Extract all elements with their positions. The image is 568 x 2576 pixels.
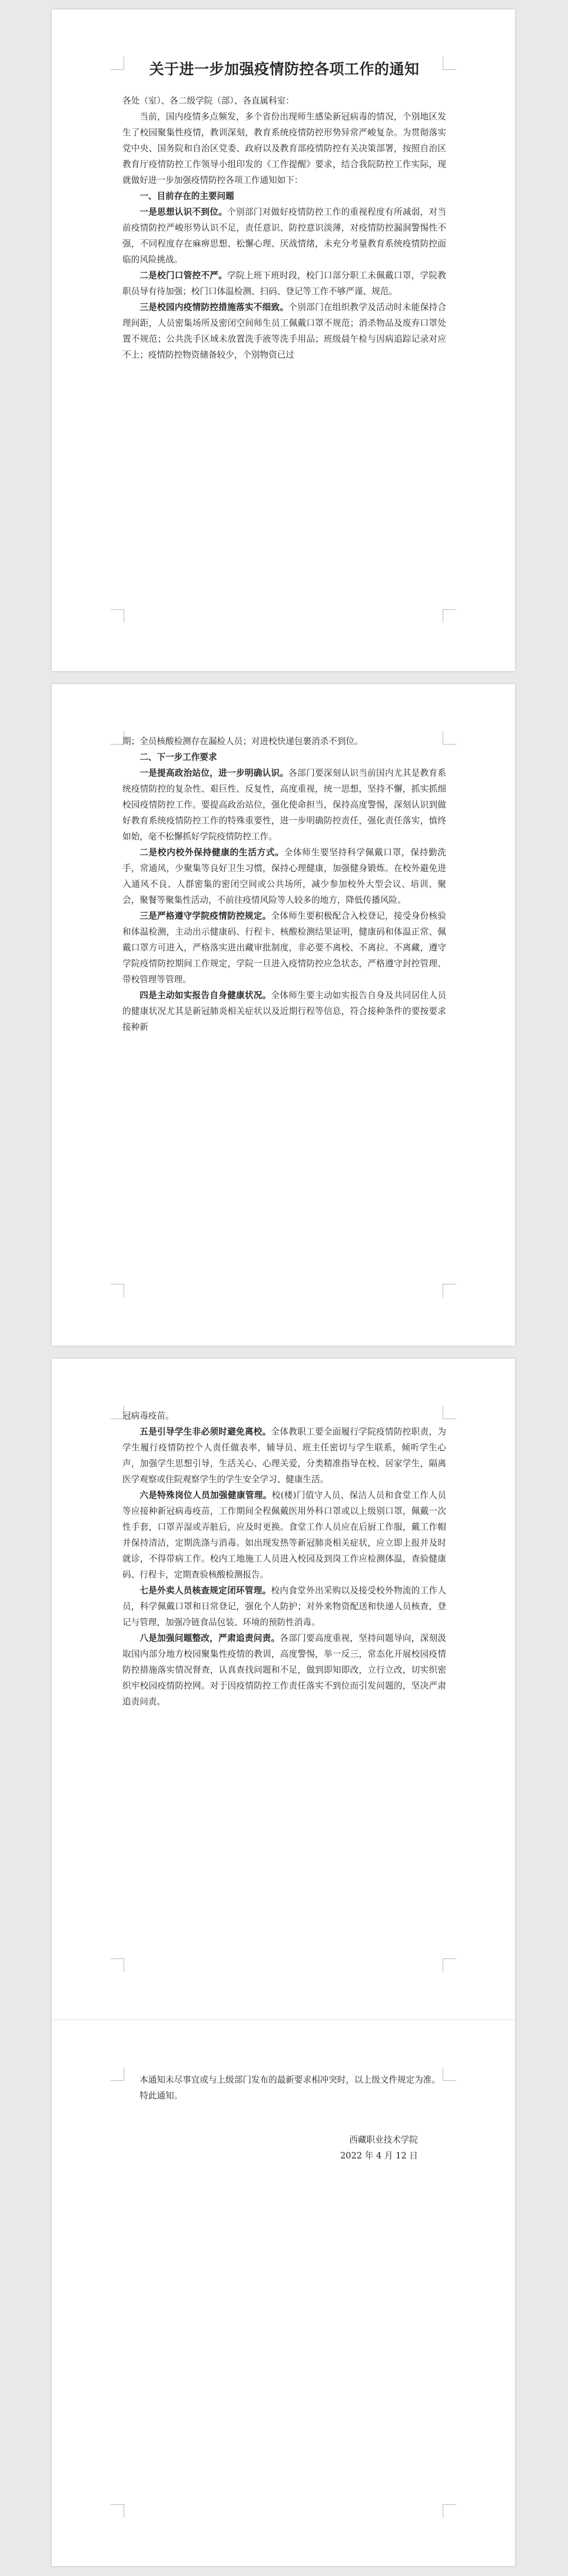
page-content bbox=[122, 1408, 446, 1710]
paragraph-lead: 八是加强问题整改，严肃追责问责。 bbox=[139, 1633, 280, 1643]
section-heading: 二、下一步工作要求 bbox=[139, 752, 217, 762]
document-page-3 bbox=[52, 1359, 515, 2020]
document-page-2 bbox=[52, 684, 515, 1346]
crop-mark bbox=[443, 1284, 456, 1297]
paragraph-text: 校(楼)门值守人员、保洁人员和食堂工作人员等应接种新冠病毒疫苗，工作期间全程佩戴医用外科口罩或以上级别口罩，佩戴一次性手套，口罩弄湿或弄脏后，应及时更换。食堂工作人员应在后厨工作服，戴工作帽并保持清洁，定期洗涤与消毒。如出现发热等新冠肺炎相关症状，应立即上报并及时就诊，不得带病工作。校内工地施工人员进入校园及到岗工作应检测体温，查验健康码、行程卡，定期查验核酸检测报告。 bbox=[122, 1490, 446, 1580]
crop-mark bbox=[111, 609, 124, 623]
paragraph-text: 全体师生要主动如实报告自身及共同居住人员的健康状况尤其是新冠肺炎相关症状以及近期行程等信息，符合接种条件的要按要求接种新 bbox=[122, 990, 446, 1032]
paragraph bbox=[122, 908, 446, 987]
paragraph-lead: 一是提高政治站位，进一步明确认识。 bbox=[139, 768, 289, 778]
page-content bbox=[122, 2072, 446, 2164]
paragraph-lead: 五是引导学生非必须时避免离校。 bbox=[139, 1427, 271, 1437]
intro-paragraph: 当前，国内疫情多点频发，多个省份出现师生感染新冠病毒的情况，个别地区发生了校园聚集性疫情，教训深刻，教育系统疫情防控形势异常严峻复杂。为贯彻落实党中央、国务院和自治区党委、政府以及教育部疫情防控有关决策部署，按照自治区教育厅疫情防控工作领导小组印发的《工作提醒》要求，结合我院防控工作实际，现就做好进一步加强疫情防控各项工作通知如下： bbox=[122, 112, 446, 185]
paragraph-continued: 冠病毒疫苗。 bbox=[122, 1411, 174, 1421]
paragraph-lead: 二是校内校外保持健康的生活方式。 bbox=[139, 847, 284, 857]
page-content bbox=[122, 59, 446, 363]
paragraph bbox=[122, 1630, 446, 1710]
paragraph-text: 个别部门对做好疫情防控工作的重视程度有所减弱，对当前疫情防控严峻形势认识不足，责任意识、防控意识淡薄，对疫情防控漏洞警惕性不强，不同程度存在麻痹思想、松懈心理、厌战情绪，未充分考量教育系统疫情防控面临的风险挑战。 bbox=[122, 207, 446, 265]
crop-mark bbox=[443, 609, 456, 623]
paragraph-lead: 四是主动如实报告自身健康状况。 bbox=[139, 990, 271, 1000]
crop-mark bbox=[443, 2504, 456, 2518]
paragraph-lead: 七是外卖人员核查规定闭环管理。 bbox=[139, 1586, 271, 1596]
paragraph bbox=[122, 1583, 446, 1630]
paragraph-text: 校内食堂外出采购以及接受校外物流的工作人员，科学佩戴口罩和日常登记，强化个人防护；对外来物资配送和快递人员核查，登记与管理，加强冷链食品包装、环境的预防性消毒。 bbox=[122, 1586, 446, 1627]
paragraph-lead: 三是校园内疫情防控措施落实不细致。 bbox=[139, 302, 289, 312]
paragraph bbox=[122, 299, 446, 363]
paragraph-text: 各部门要高度重视，坚持问题导向，深刻汲取国内部分地方校园聚集性疫情的教训，高度警惕，举一反三，常态化开展校园疫情防控措施落实情况督查，认真查找问题和不足，做到即知即改，立行立改，切实织密织牢校园疫情防控网。对于因疫情防控工作责任落实不到位而引发问题的，坚决严肃追责问责。 bbox=[122, 1633, 446, 1707]
crop-mark bbox=[443, 1958, 456, 1972]
paragraph-lead: 六是特殊岗位人员加强健康管理。 bbox=[139, 1490, 272, 1500]
paragraph-text: 各部门要深刻认识当前国内尤其是教育系统疫情防控的复杂性、艰巨性、反复性，高度重视，统一思想，坚持不懈，抓实抓细校园疫情防控工作。要提高政治站位，强化使命担当，保持高度警惕，深刻认识到做好教育系统疫情防控工作的特殊重要性，进一步明确防控责任，强化责任落实，慎终如始，毫不松懈抓好学院疫情防控工作。 bbox=[122, 768, 446, 842]
closing-remark: 特此通知。 bbox=[139, 2091, 183, 2101]
paragraph-text: 全体师生要积极配合入校登记，接受身份核验和体温检测，主动出示健康码、行程卡、核酸检测结果证明，健康码和体温正常、佩戴口罩方可进入，严格落实进出藏审批制度，非必要不离校、不离拉、不离藏，遵守学院疫情防控期间工作规定，学院一旦进入疫情防控应急状态，严格遵守封控管理、带校管理等管理。 bbox=[122, 911, 446, 985]
document-page-4 bbox=[52, 2020, 515, 2566]
signature-date: 2022 年 4 月 12 日 bbox=[340, 2151, 418, 2161]
document-page-1 bbox=[52, 9, 515, 671]
paragraph bbox=[122, 1424, 446, 1487]
crop-mark bbox=[111, 2504, 124, 2518]
paragraph-text: 学院上班下班时段，校门口部分职工未佩戴口罩，学院教职员导有待加强；校门口体温检测、扫码、登记等工作不够严谨、规范。 bbox=[122, 271, 446, 296]
paragraph-lead: 一是思想认识不到位。 bbox=[139, 207, 228, 217]
paragraph-lead: 三是严格遵守学院疫情防控规定。 bbox=[139, 911, 271, 921]
paragraph-text: 个别部门在组织教学及活动时未能保持合理间距，人员密集场所及密闭空间师生员工佩戴口罩不规范；消杀物品及废弃口罩处置不规范；公共洗手区域未放置洗手液等洗手用品；班级晨午检与因病追踪记录对应不上；疫情防控物资储备较少，个别物资已过 bbox=[122, 302, 446, 360]
closing-paragraph: 本通知未尽事宜或与上级部门发布的最新要求相冲突时，以上级文件规定为准。 bbox=[139, 2075, 440, 2085]
paragraph bbox=[122, 987, 446, 1035]
crop-mark bbox=[111, 1958, 124, 1972]
document-title: 关于进一步加强疫情防控各项工作的通知 bbox=[149, 61, 420, 78]
paragraph bbox=[122, 1487, 446, 1583]
section-heading: 一、目前存在的主要问题 bbox=[139, 191, 234, 201]
page-content bbox=[122, 733, 446, 1035]
paragraph-lead: 二是校门口管控不严。 bbox=[139, 271, 228, 281]
crop-mark bbox=[111, 1284, 124, 1297]
paragraph bbox=[122, 765, 446, 845]
paragraph bbox=[122, 845, 446, 908]
signature-organization: 西藏职业技术学院 bbox=[349, 2135, 418, 2145]
paragraph bbox=[122, 268, 446, 299]
paragraph-text: 全体教职工要全面履行学院疫情防控职责，为学生履行疫情防控个人责任做表率，辅导员、班主任密切与学生联系，倾听学生心声，加强学生思想引导，生活关心、心理关爱，分类精准指导在校、居家学生，隔离医学观察或住院观察学生的学生安全学习、健康生活。 bbox=[122, 1427, 446, 1484]
paragraph-text: 全体师生要坚持科学佩戴口罩，保持勤洗手，常通风，少聚集等良好卫生习惯，保持心理健康，加强健身锻炼。在校外避免进入通风不良、人群密集的密闭空间或公共场所，减少参加校外大型会议、培训、聚会，聚餐等聚集性活动，不前往疫情风险等人较多的地方，降低传播风险。 bbox=[122, 847, 446, 905]
paragraph-continued: 期；全员核酸检测存在漏检人员；对进校快递包裹消杀不到位。 bbox=[122, 736, 363, 746]
salutation: 各处（室）、各二级学院（部）、各直属科室： bbox=[122, 96, 294, 106]
paragraph bbox=[122, 204, 446, 268]
